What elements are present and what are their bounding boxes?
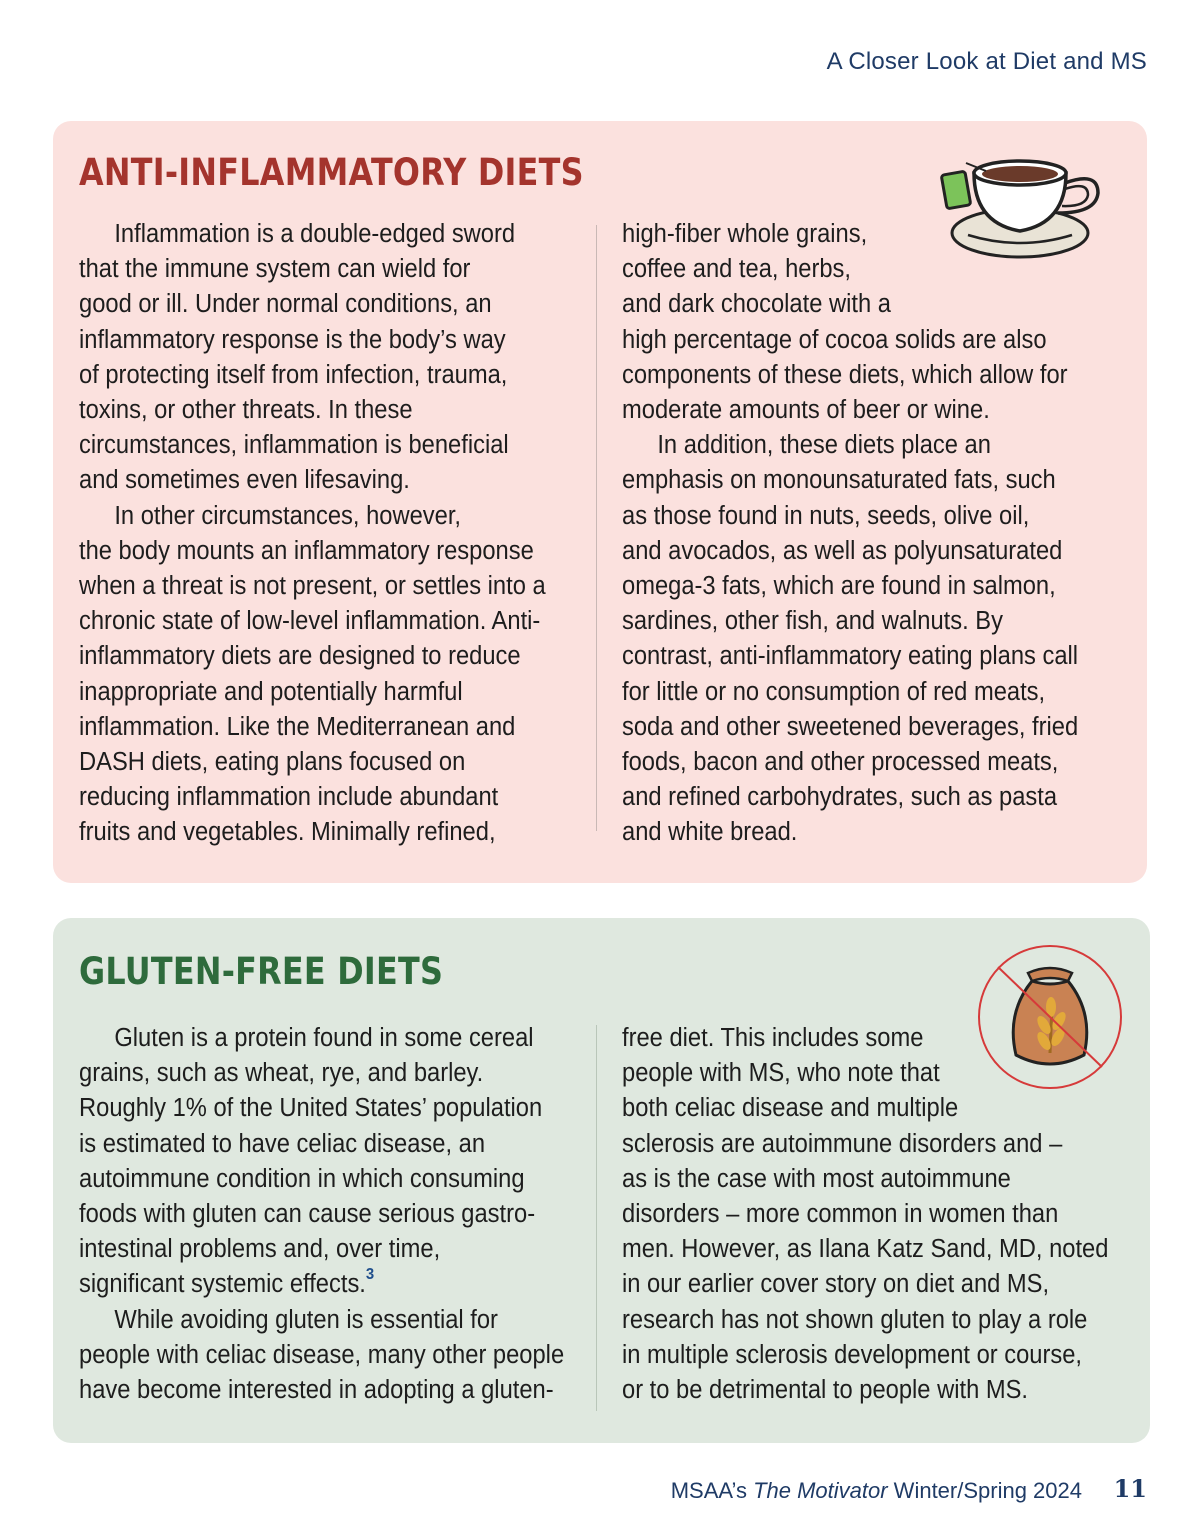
paragraph: free diet. This includes some people with MS, who note that both celiac disease and multiple sclerosis are autoimmune disorders and – as is the case with most autoimmune disorders – more common in women than men. However, as Ilana Katz Sand, MD, noted in our earlier cover story on diet and MS, research has not shown gluten to play a role in multiple sclerosis development or course, or to be detrimental to people with MS. [622,1024,1109,1405]
footer-prefix: MSAA’s [670,1478,754,1503]
gluten-free-col1 [79,1021,572,1408]
paragraph [79,1021,572,1303]
coffee-cup-icon [938,151,1108,263]
anti-inflammatory-col2 [622,217,1115,851]
paragraph: Inflammation is a double-edged sword that the immune system can wield for good or ill. Under normal conditions, an inflammatory response is the body’s way of protecting itself from infection, trauma, toxins, or other threats. In these circumstances, inflammation is beneficial and sometimes even lifesaving. [79,220,516,495]
paragraph: high-fiber whole grains, coffee and tea, herbs, and dark chocolate with a high percentage of cocoa solids are also components of these diets, which allow for moderate amounts of beer or wine. [622,220,1068,425]
gluten-free-title: GLUTEN-FREE DIETS [79,950,444,993]
publication-title: The Motivator [753,1478,888,1503]
footer [671,1478,1082,1504]
gluten-free-box [53,918,1150,1443]
page-number: 11 [1113,1474,1147,1503]
column-divider [596,1025,597,1411]
no-gluten-icon [976,943,1124,1091]
paragraph: In addition, these diets place an emphasis on monounsaturated fats, such as those found in nuts, seeds, olive oil, and avocados, as well as polyunsaturated omega-3 fats, which are found in salmon, sardines, other fish, and walnuts. By contrast, anti-inflammatory eating plans call for little or no consumption of red meats, soda and other sweetened beverages, fried foods, bacon and other processed meats, and refined carbohydrates, such as pasta and white bread. [622,431,1079,847]
paragraph-text: Gluten is a protein found in some cereal grains, such as wheat, rye, and barley. Roughly 1% of the United States’ population is estimated to have celiac disease, an autoimmune condition in which consuming foods with gluten can cause serious gastro- intestinal problems and, over time, significant systemic effects. [79,1024,543,1299]
anti-inflammatory-col1 [79,217,572,851]
anti-inflammatory-box [53,121,1147,883]
footer-issue: Winter/Spring 2024 [887,1478,1082,1503]
column-divider [596,225,597,831]
anti-inflammatory-title: ANTI-INFLAMMATORY DIETS [79,151,584,194]
paragraph: While avoiding gluten is essential for people with celiac disease, many other people have become interested in adopting a gluten- [79,1305,565,1405]
footnote-marker: 3 [365,1266,375,1284]
running-head: A Closer Look at Diet and MS [826,48,1147,75]
paragraph: In other circumstances, however, the body mounts an inflammatory response when a threat is not present, or settles into a chronic state of low-level inflammation. Anti- inflammatory diets are designed to reduce inappropriate and potentially harmful inflammation. Like the Mediterranean and DASH diets, eating plans focused on reducing inflammation include abundant fruits and vegetables. Minimally refined, [79,501,546,847]
